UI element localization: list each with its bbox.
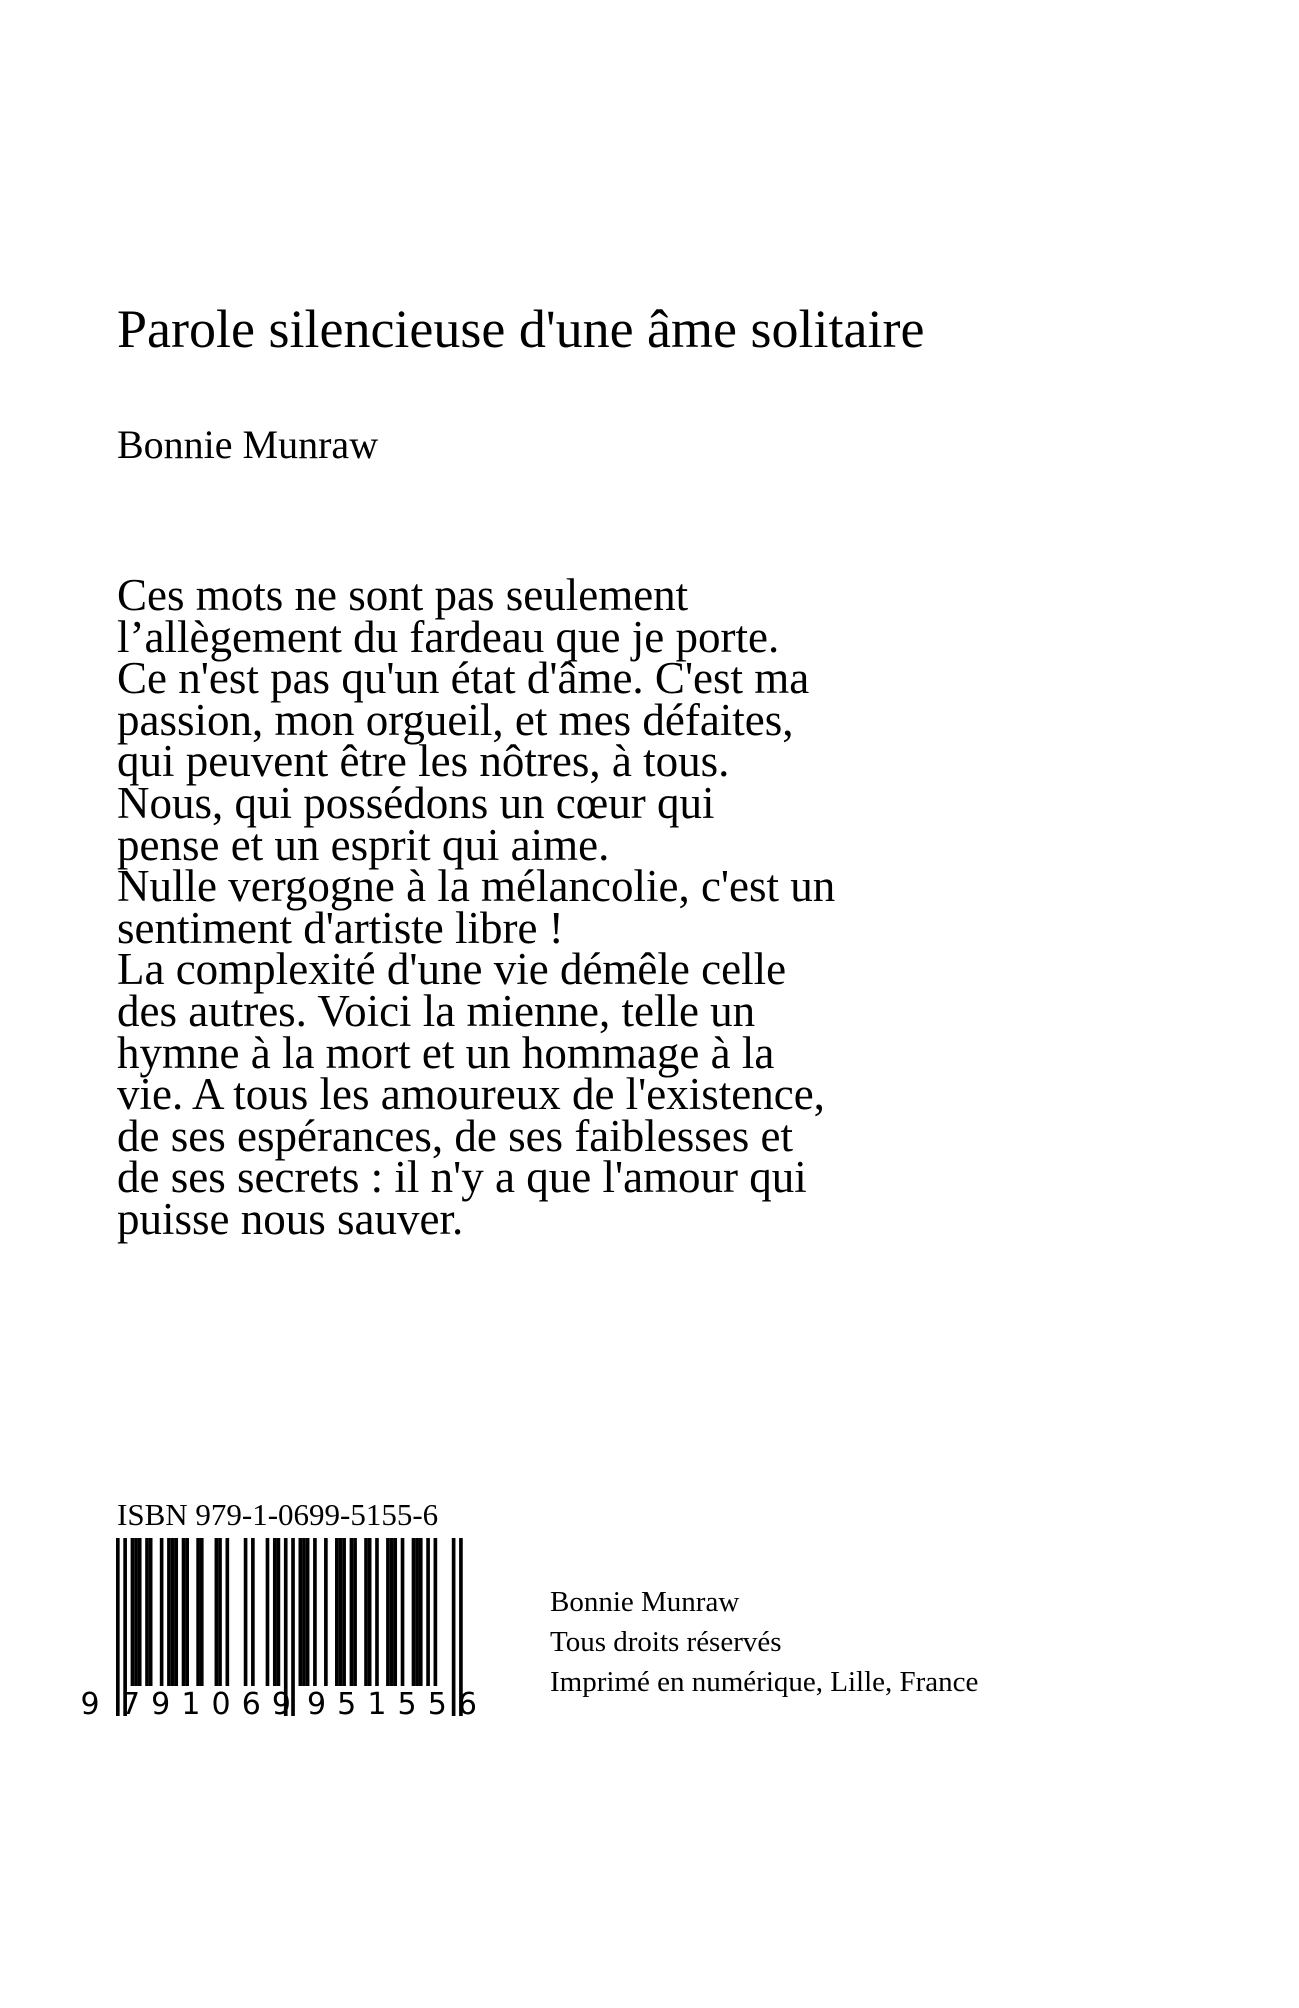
blurb-line: hymne à la mort et un hommage à la <box>117 1027 775 1078</box>
blurb-line: de ses espérances, de ses faiblesses et <box>117 1110 793 1161</box>
publisher-info <box>550 1582 978 1702</box>
barcode-graphic <box>78 1538 488 1720</box>
barcode-bar <box>167 1538 171 1686</box>
blurb-line: qui peuvent être les nôtres, à tous. <box>117 736 730 787</box>
barcode-bar <box>218 1538 222 1686</box>
barcode-bar <box>419 1538 423 1686</box>
barcode-bar <box>386 1538 390 1686</box>
barcode-bar <box>200 1538 204 1686</box>
book-title: Parole silencieuse d'une âme solitaire <box>117 299 925 359</box>
barcode-bar <box>251 1538 255 1686</box>
barcode-bar <box>375 1538 379 1686</box>
barcode-bar <box>196 1538 200 1686</box>
blurb-line: Ce n'est pas qu'un état d'âme. C'est ma <box>117 653 810 704</box>
barcode-bar <box>339 1538 343 1686</box>
barcode-bar <box>215 1538 219 1686</box>
barcode-bar <box>313 1538 317 1686</box>
isbn-barcode <box>78 1538 488 1720</box>
barcode-bar <box>335 1538 339 1686</box>
isbn-label: ISBN 979-1-0699-5155-6 <box>117 1497 439 1532</box>
barcode-bar <box>353 1538 357 1686</box>
barcode-bar <box>226 1538 230 1686</box>
blurb-line: passion, mon orgueil, et mes défaites, <box>117 694 794 745</box>
barcode-bar <box>342 1538 346 1686</box>
barcode-bar <box>171 1538 175 1686</box>
barcode-bar <box>368 1538 372 1686</box>
publisher-rights: Tous droits réservés <box>550 1626 782 1658</box>
blurb-line: La complexité d'une vie démêle celle <box>117 944 787 995</box>
blurb-line: des autres. Voici la mienne, telle un <box>117 985 756 1036</box>
blurb-line: vie. A tous les amoureux de l'existence, <box>117 1069 825 1120</box>
publisher-author: Bonnie Munraw <box>550 1586 740 1618</box>
barcode-bar <box>364 1538 368 1686</box>
blurb-line: de ses secrets : il n'y a que l'amour qui <box>117 1152 807 1203</box>
barcode-bar <box>149 1538 153 1686</box>
author-name: Bonnie Munraw <box>117 422 379 467</box>
publisher-printing: Imprimé en numérique, Lille, France <box>550 1666 979 1698</box>
barcode-bar <box>174 1538 178 1686</box>
barcode-bar <box>182 1538 186 1686</box>
barcode-bar <box>244 1538 248 1686</box>
barcode-bar <box>426 1538 430 1686</box>
barcode-bar <box>160 1538 164 1686</box>
barcode-bar <box>350 1538 354 1686</box>
barcode-bar <box>138 1538 142 1686</box>
barcode-right-digits: 951556 <box>307 1687 477 1720</box>
blurb-line: pense et un esprit qui aime. <box>117 819 610 870</box>
blurb-line: sentiment d'artiste libre ! <box>117 902 564 953</box>
blurb-line: Nous, qui possédons un cœur qui <box>117 777 715 828</box>
barcode-bar <box>401 1538 405 1686</box>
back-cover-blurb <box>117 570 1217 1244</box>
barcode-bar <box>277 1538 281 1686</box>
barcode-bar <box>185 1538 189 1686</box>
barcode-bar <box>452 1538 456 1716</box>
barcode-bar <box>291 1538 295 1716</box>
barcode-bar <box>145 1538 149 1686</box>
barcode-bar <box>273 1538 277 1686</box>
barcode-bar <box>302 1538 306 1686</box>
barcode-bar <box>415 1538 419 1686</box>
blurb-line: Nulle vergogne à la mélancolie, c'est un <box>117 861 836 912</box>
barcode-bar <box>116 1538 120 1716</box>
blurb-line: puisse nous sauver. <box>117 1193 464 1244</box>
barcode-bar <box>393 1538 397 1686</box>
barcode-first-digit: 9 <box>80 1687 100 1720</box>
blurb-line: l’allègement du fardeau que je porte. <box>117 611 780 662</box>
blurb-line: Ces mots ne sont pas seulement <box>117 570 689 620</box>
barcode-bar <box>306 1538 310 1686</box>
barcode-bar <box>412 1538 416 1686</box>
barcode-bar <box>390 1538 394 1686</box>
barcode-bar <box>134 1538 138 1686</box>
barcode-bar <box>324 1538 328 1686</box>
barcode-left-digits: 791069 <box>121 1687 291 1720</box>
barcode-bar <box>266 1538 270 1686</box>
barcode-bar <box>434 1538 438 1686</box>
barcode-bar <box>131 1538 135 1686</box>
barcode-bar <box>299 1538 303 1686</box>
